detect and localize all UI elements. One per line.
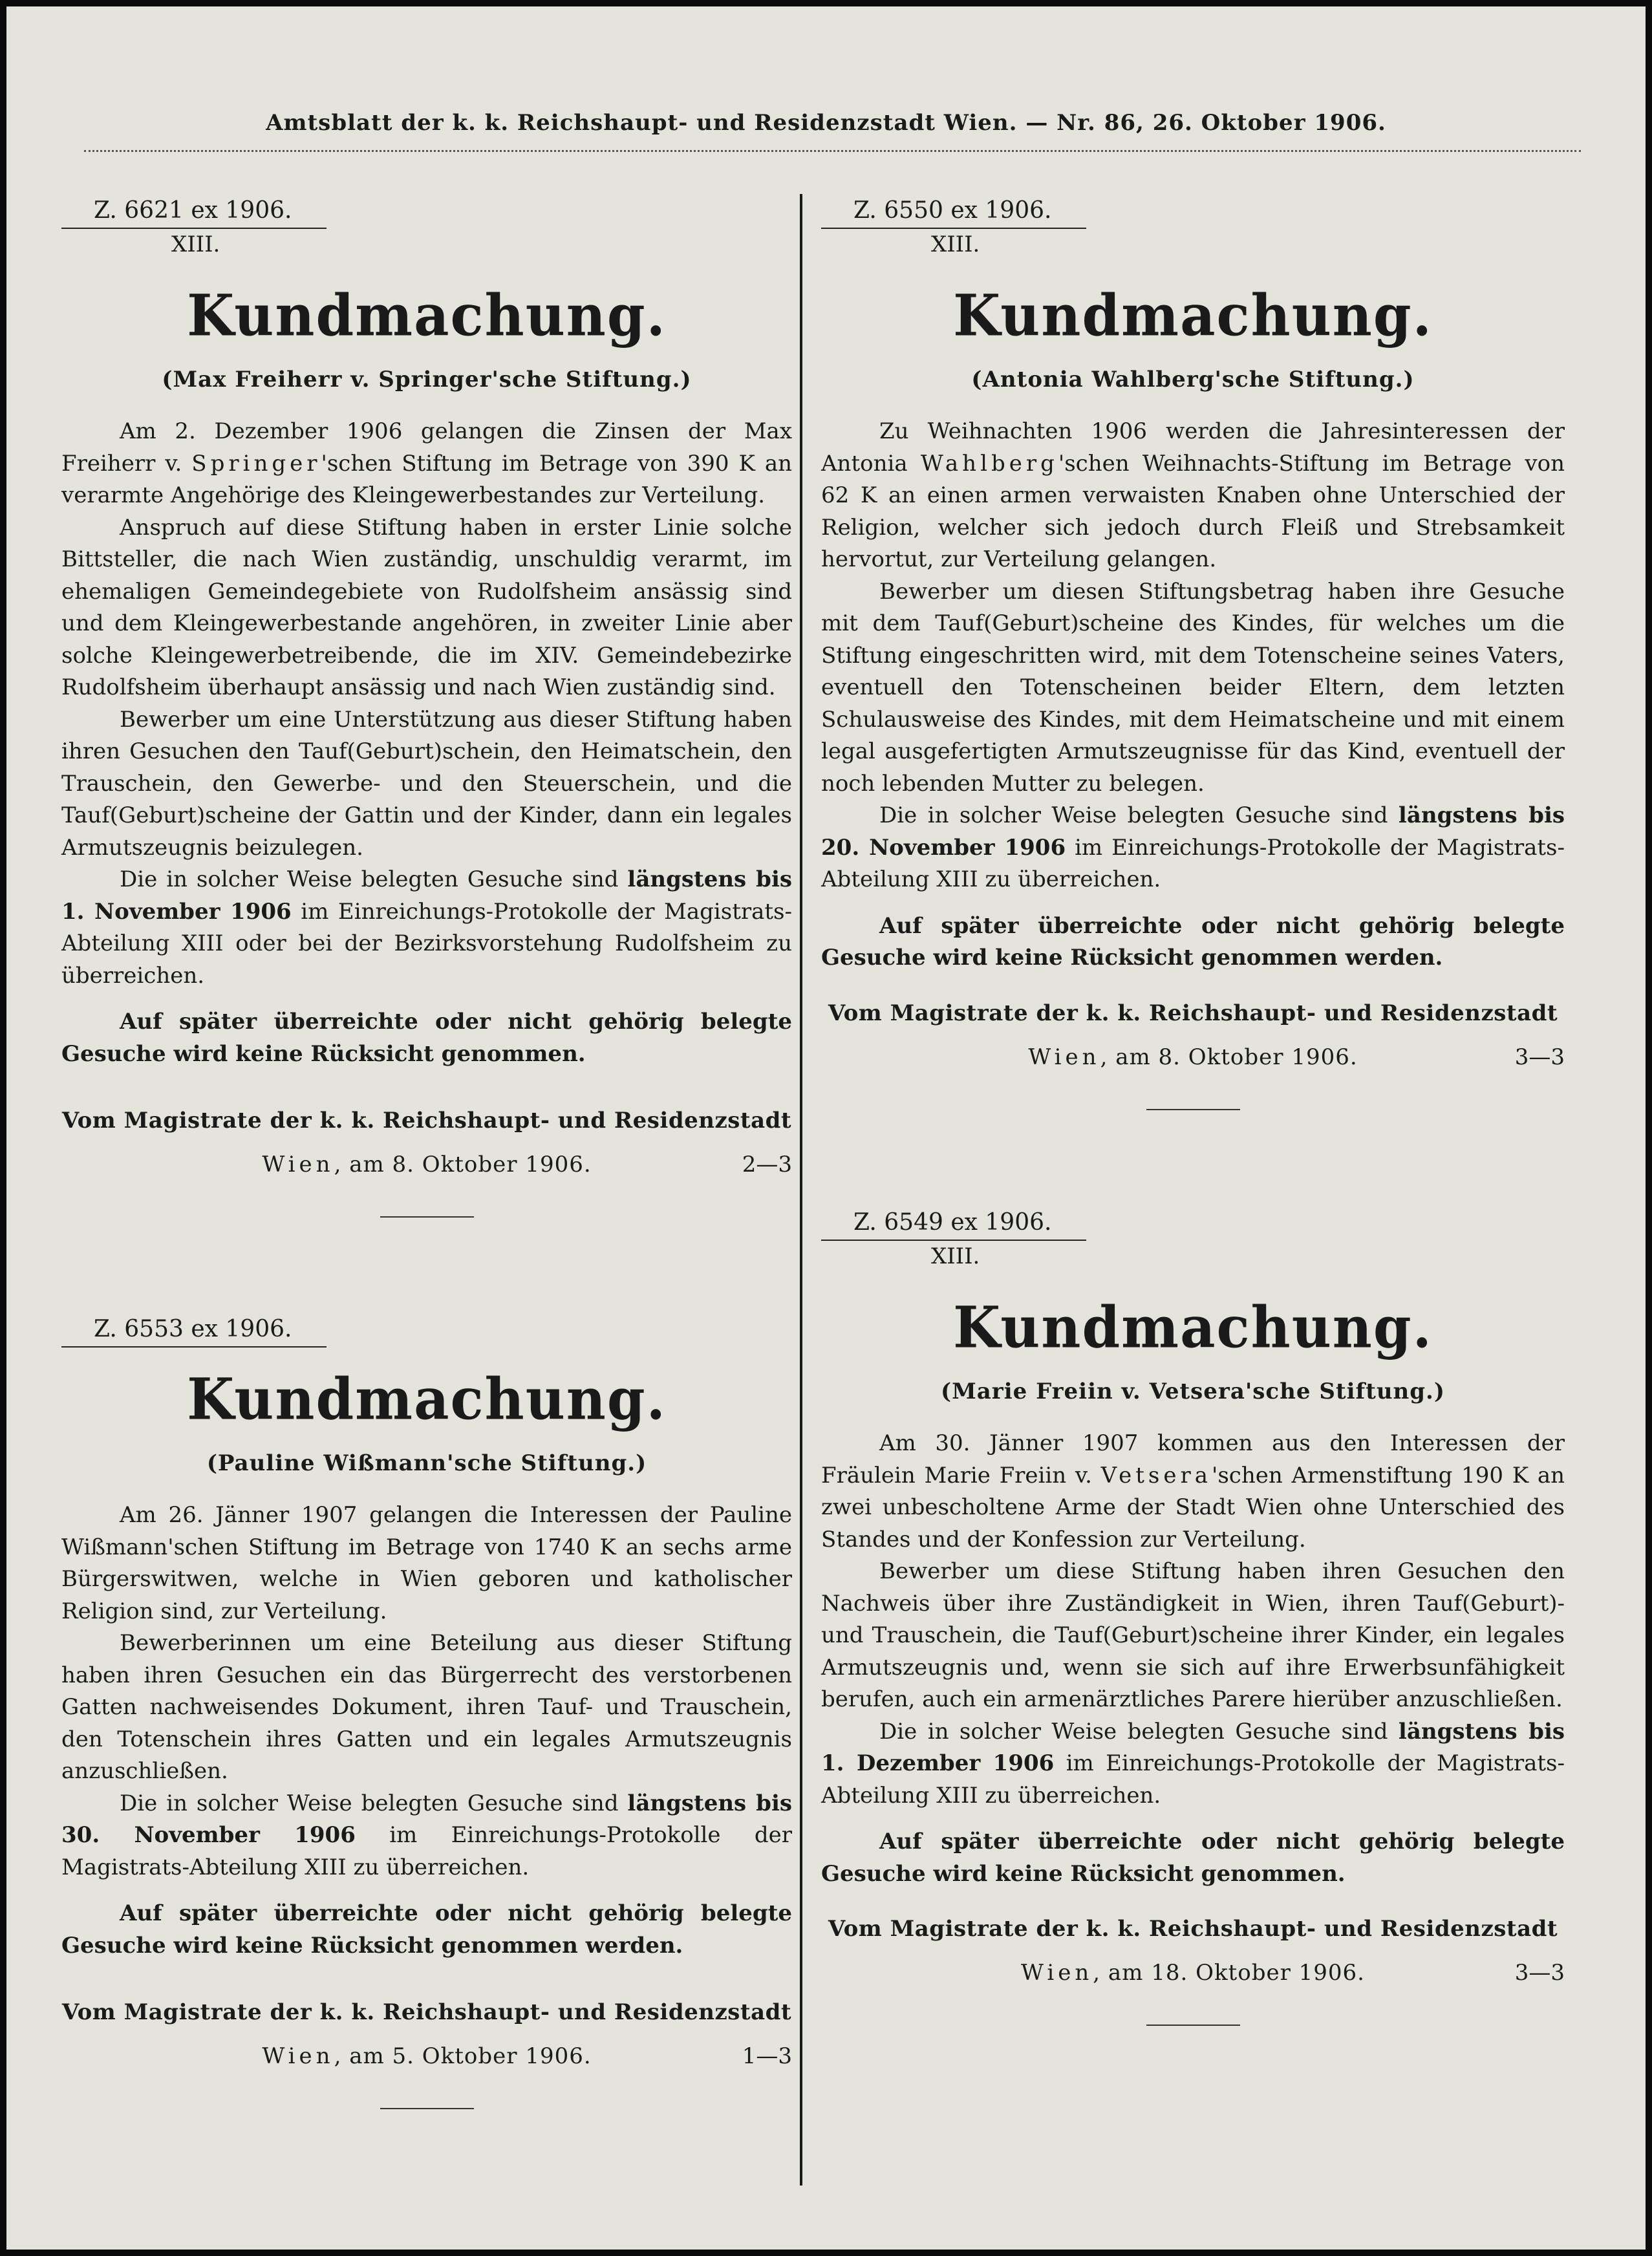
notice-authority: Vom Magistrate der k. k. Reichshaupt- und Residenzstadt: [828, 1916, 1558, 1942]
notice-warning: Auf später überreichte oder nicht gehörig belegte Gesuche wird keine Rücksicht genommen werden.: [61, 1900, 792, 1959]
notice-warning: Auf später überreichte oder nicht gehörig belegte Gesuche wird keine Rücksicht genommen.: [61, 1009, 792, 1067]
notice-ref: Z. 6550 ex 1906.: [821, 197, 1086, 229]
column-divider: [800, 194, 802, 2186]
notice-title: Kundmachung.: [953, 281, 1433, 349]
notice-dept: XIII.: [171, 231, 220, 257]
notice-vetsera: [821, 1209, 1565, 2026]
notice-title: Kundmachung.: [187, 1365, 667, 1433]
notice-dateline: Wien, am 8. Oktober 1906. 2—3: [262, 1152, 792, 1177]
notice-wahlberg: [821, 197, 1565, 1110]
notice-dept: XIII.: [931, 231, 980, 257]
notice-wissmann: [61, 1316, 792, 2109]
page-header: Amtsblatt der k. k. Reichshaupt- und Residenzstadt Wien. — Nr. 86, 26. Oktober 1906.: [266, 110, 1386, 136]
notice-ref: Z. 6553 ex 1906.: [61, 1316, 327, 1348]
notice-count: 1—3: [742, 2043, 792, 2069]
notice-count: 3—3: [1514, 1044, 1565, 1070]
notice-subtitle: (Antonia Wahlberg'sche Stiftung.): [971, 367, 1415, 392]
notice-ref: Z. 6621 ex 1906.: [61, 197, 327, 229]
notice-subtitle: (Pauline Wißmann'sche Stiftung.): [206, 1450, 647, 1476]
notice-count: 3—3: [1514, 1960, 1565, 1986]
notice-paragraph: Bewerber um eine Unterstützung aus dieser Stiftung haben ihren Gesuchen den Tauf(Geburt)schein, den Heimatschein, den Trauschein, den Gewerbe- und den Steuerschein, und die Tauf(Geburt)scheine der Gattin und der Kinder, dann ein legales Armutszeugnis beizulegen.: [61, 706, 792, 861]
separator-rule: [380, 1216, 474, 1218]
notice-paragraph: Am 30. Jänner 1907 kommen aus den Interessen der Fräulein Marie Freiin v. Vetsera'schen Armenstiftung 190 K an zwei unbescholtene Arme der Stadt Wien ohne Unterschied des Standes und der Konfession zur Verteilung.: [821, 1430, 1565, 1552]
notice-paragraph: Die in solcher Weise belegten Gesuche sind längstens bis 30. November 1906 im Einreichungs-Protokolle der Magistrats-Abteilung XIII zu überreichen.: [61, 1790, 792, 1880]
notice-paragraph: Bewerberinnen um eine Beteilung aus dieser Stiftung haben ihren Gesuchen ein das Bürgerrecht des verstorbenen Gatten nachweisendes Dokument, ihren Tauf- und Trauschein, den Totenschein ihres Gatten und ein legales Armutszeugnis anzuschließen.: [61, 1630, 792, 1784]
notice-subtitle: (Marie Freiin v. Vetsera'sche Stiftung.): [941, 1379, 1445, 1404]
notice-dateline: Wien, am 8. Oktober 1906. 3—3: [1028, 1044, 1565, 1070]
notice-paragraph: Die in solcher Weise belegten Gesuche sind längstens bis 20. November 1906 im Einreichungs-Protokolle der Magistrats-Abteilung XIII zu überreichen.: [821, 802, 1565, 892]
notice-count: 2—3: [742, 1152, 792, 1177]
notice-ref: Z. 6549 ex 1906.: [821, 1209, 1086, 1241]
notice-paragraph: Bewerber um diese Stiftung haben ihren Gesuchen den Nachweis über ihre Zuständigkeit in Wien, ihren Tauf(Geburt)- und Trauschein, die Tauf(Geburt)scheine ihrer Kinder, ein legales Armutszeugnis und, wenn sie sich auf ihre Erwerbsunfähigkeit berufen, auch ein armenärztliches Parere hierüber anzuschließen.: [821, 1558, 1565, 1712]
notice-paragraph: Zu Weihnachten 1906 werden die Jahresinteressen der Antonia Wahlberg'schen Weihnachts-Stiftung im Betrage von 62 K an einen armen verwaisten Knaben ohne Unterschied der Religion, welcher sich jedoch durch Fleiß und Strebsamkeit hervortut, zur Verteilung gelangen.: [821, 418, 1565, 572]
notice-paragraph: Am 26. Jänner 1907 gelangen die Interessen der Pauline Wißmann'schen Stiftung im Betrage von 1740 K an sechs arme Bürgerswitwen, welche in Wien geboren und katholischer Religion sind, zur Verteilung.: [61, 1502, 792, 1624]
notice-dateline: Wien, am 5. Oktober 1906. 1—3: [262, 2043, 792, 2069]
notice-warning: Auf später überreichte oder nicht gehörig belegte Gesuche wird keine Rücksicht genommen.: [821, 1829, 1565, 1887]
notice-subtitle: (Max Freiherr v. Springer'sche Stiftung.): [162, 367, 692, 392]
notice-authority: Vom Magistrate der k. k. Reichshaupt- und Residenzstadt: [61, 1108, 792, 1133]
separator-rule: [380, 2108, 474, 2109]
notice-warning: Auf später überreichte oder nicht gehörig belegte Gesuche wird keine Rücksicht genommen werden.: [821, 912, 1565, 971]
notice-springer: [61, 197, 792, 1218]
notice-paragraph: Anspruch auf diese Stiftung haben in erster Linie solche Bittsteller, die nach Wien zuständig, unschuldig verarmt, im ehemaligen Gemeindegebiete von Rudolfsheim ansässig sind und dem Kleingewerbestande angehören, in zweiter Linie aber solche Kleingewerbetreibende, die im XIV. Gemeindebezirke Rudolfsheim überhaupt ansässig und nach Wien zuständig sind.: [61, 514, 792, 700]
notice-authority: Vom Magistrate der k. k. Reichshaupt- und Residenzstadt: [828, 1000, 1558, 1026]
notice-title: Kundmachung.: [187, 281, 667, 349]
notice-paragraph: Bewerber um diesen Stiftungsbetrag haben ihre Gesuche mit dem Tauf(Geburt)scheine des Kindes, für welches um die Stiftung eingeschritten wird, mit dem Totenscheine seines Vaters, eventuell den Totenscheinen beider Eltern, dem letzten Schulausweise des Kindes, mit dem Heimatscheine und mit einem legal ausgefertigten Armutszeugnisse für das Kind, eventuell der noch lebenden Mutter zu belegen.: [821, 578, 1565, 797]
header-rule: [84, 150, 1581, 157]
notice-paragraph: Die in solcher Weise belegten Gesuche sind längstens bis 1. Dezember 1906 im Einreichungs-Protokolle der Magistrats-Abteilung XIII zu überreichen.: [821, 1718, 1565, 1809]
separator-rule: [1146, 1109, 1240, 1110]
separator-rule: [1146, 2025, 1240, 2026]
newspaper-page: [6, 6, 1646, 2250]
notice-title: Kundmachung.: [953, 1293, 1433, 1361]
notice-dept: XIII.: [931, 1243, 980, 1269]
notice-authority: Vom Magistrate der k. k. Reichshaupt- und Residenzstadt: [61, 1999, 792, 2025]
notice-paragraph: Die in solcher Weise belegten Gesuche sind längstens bis 1. November 1906 im Einreichungs-Protokolle der Magistrats-Abteilung XIII oder bei der Bezirksvorstehung Rudolfsheim zu überreichen.: [61, 866, 792, 989]
notice-dateline: Wien, am 18. Oktober 1906. 3—3: [1021, 1960, 1565, 1986]
notice-paragraph: Am 2. Dezember 1906 gelangen die Zinsen der Max Freiherr v. Springer'schen Stiftung im Betrage von 390 K an verarmte Angehörige des Kleingewerbestandes zur Verteilung.: [61, 418, 792, 508]
